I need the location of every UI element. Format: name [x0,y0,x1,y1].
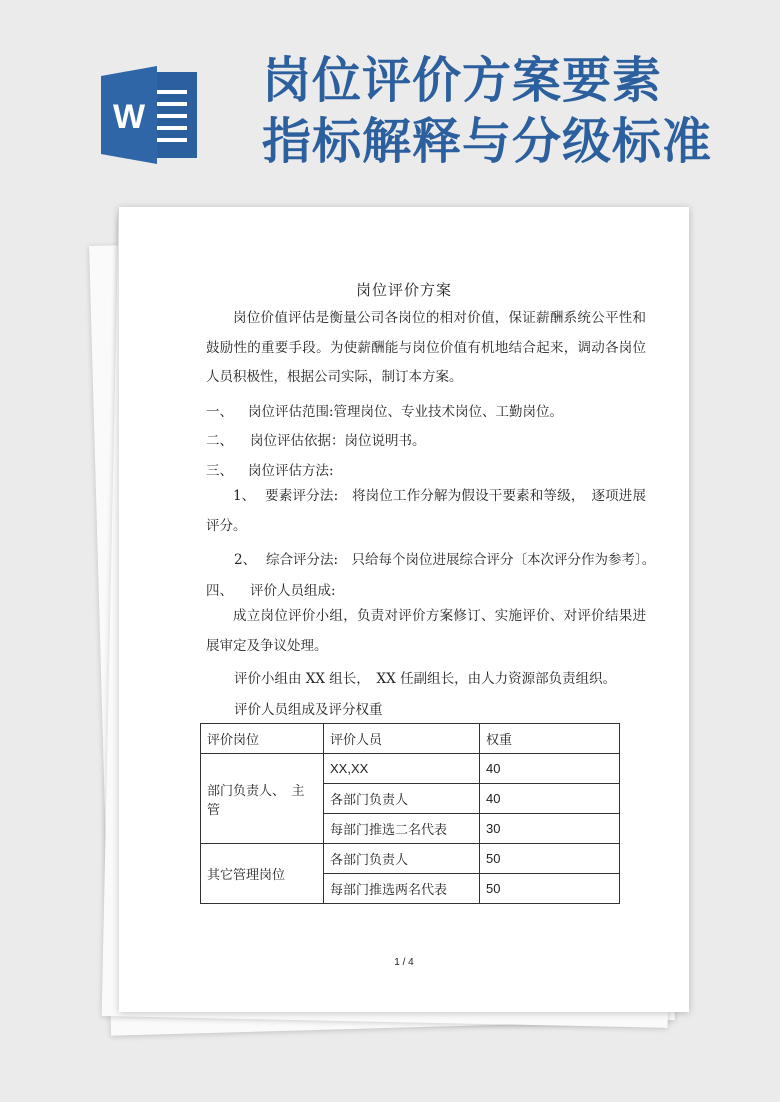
section-1 [206,400,563,420]
table-evaluator-cell: 每部门推选二名代表 [324,814,480,844]
table-weight-cell: 40 [480,754,620,784]
section-4-text: 评价人员组成: [250,583,336,599]
evaluation-table [200,723,620,904]
method-1 [206,482,646,541]
word-icon-letter: W [112,98,146,136]
table-row [201,754,620,784]
banner-title-line1: 岗位评价方案要素 [262,52,663,109]
table-row [201,844,620,874]
section-3 [206,459,334,479]
table-header-row [201,724,620,754]
table-position-cell: 其它管理岗位 [201,844,324,904]
table-position-cell: 部门负责人、 主管 [201,754,324,844]
method-2-number: 2、 [234,552,257,568]
section-2-number: 二、 [206,433,233,449]
table-evaluator-cell: 各部门负责人 [324,784,480,814]
intro-paragraph: 岗位价值评估是衡量公司各岗位的相对价值，保证薪酬系统公平性和鼓励性的重要手段。为使薪酬能与岗位价值有机地结合起来，调动各岗位人员积极性，根据公司实际，制订本方案。 [206,310,646,385]
method-1-number: 1、 [233,488,256,504]
table-header-cell: 评价岗位 [201,724,324,754]
method-2 [234,548,655,568]
page-number: 1 / 4 [394,957,414,968]
section-1-number: 一、 [206,404,233,420]
table-weight-cell: 30 [480,814,620,844]
word-icon [95,60,205,170]
banner-title [262,50,772,172]
section-3-number: 三、 [206,463,233,479]
table-evaluator-cell: 每部门推选两名代表 [324,874,480,904]
method-1-text: 要素评分法: 将岗位工作分解为假设干要素和等级， 逐项进展评分。 [206,488,646,534]
group-paragraph: 成立岗位评价小组，负责对评价方案修订、实施评价、对评价结果进展审定及争议处理。 [206,608,646,654]
banner-title-line2: 指标解释与分级标准 [262,113,713,170]
method-2-text: 综合评分法: 只给每个岗位进展综合评分〔本次评分作为参考〕。 [266,552,656,568]
table-header-cell: 评价人员 [324,724,480,754]
table-weight-cell: 40 [480,784,620,814]
document-title: 岗位评价方案 [355,281,452,299]
section-2-text: 岗位评估依据：岗位说明书。 [250,433,426,449]
table-caption: 评价人员组成及评分权重 [234,702,383,718]
table-weight-cell: 50 [480,874,620,904]
table-evaluator-cell: XX,XX [324,754,480,784]
section-1-text: 岗位评估范围:管理岗位、专业技术岗位、工勤岗位。 [248,404,564,420]
section-4-number: 四、 [206,583,233,599]
table-weight-cell: 50 [480,844,620,874]
section-4 [206,579,336,599]
leader-paragraph: 评价小组由 XX 组长， XX 任副组长，由人力资源部负责组织。 [234,671,617,687]
table-header-cell: 权重 [480,724,620,754]
table-evaluator-cell: 各部门负责人 [324,844,480,874]
document-page [119,207,689,1012]
section-3-text: 岗位评估方法: [248,463,334,479]
section-2 [206,429,426,449]
